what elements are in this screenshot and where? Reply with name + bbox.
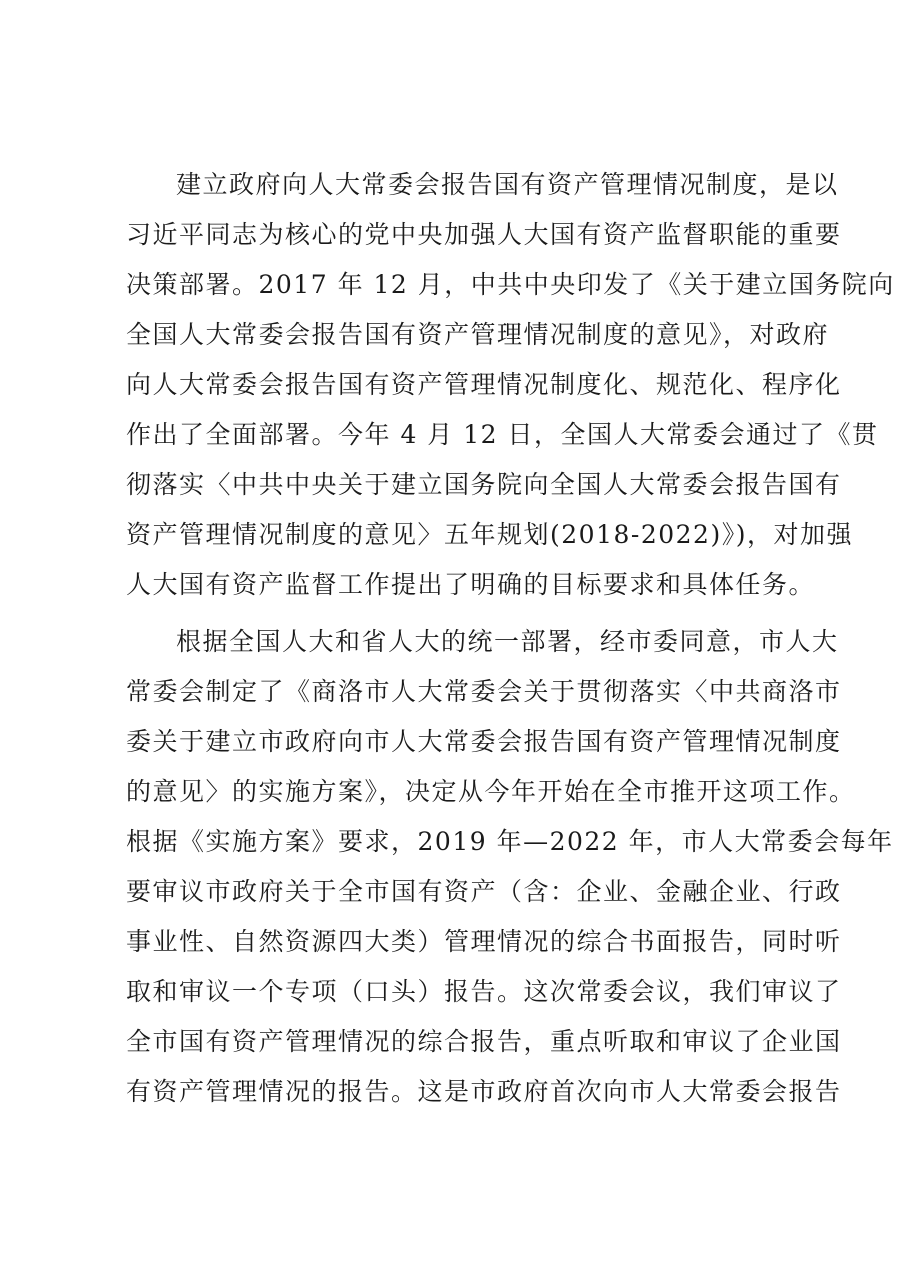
text-line: 委关于建立市政府向市人大常委会报告国有资产管理情况制度	[126, 727, 842, 756]
document-body	[126, 160, 895, 1117]
text-line: 向人大常委会报告国有资产管理情况制度化、规范化、程序化	[126, 370, 842, 399]
text-line: 全国人大常委会报告国有资产管理情况制度的意见》，对政府	[126, 320, 830, 349]
text-line: 作出了全面部署。今年 4 月 12 日，全国人大常委会通过了《贯	[126, 420, 879, 449]
text-line: 取和审议一个专项（口头）报告。这次常委会议，我们审议了	[126, 977, 842, 1006]
text-line: 常委会制定了《商洛市人大常委会关于贯彻落实〈中共商洛市	[126, 677, 842, 706]
text-line: 根据全国人大和省人大的统一部署，经市委同意，市人大	[176, 627, 839, 656]
text-line: 建立政府向人大常委会报告国有资产管理情况制度，是以	[176, 170, 839, 199]
text-line: 的意见〉的实施方案》，决定从今年开始在全市推开这项工作。	[126, 777, 856, 806]
paragraph-2	[126, 617, 894, 1117]
text-line: 有资产管理情况的报告。这是市政府首次向市人大常委会报告	[126, 1077, 842, 1106]
paragraph-spacer	[126, 610, 806, 617]
text-line: 习近平同志为核心的党中央加强人大国有资产监督职能的重要	[126, 220, 842, 249]
text-line: 全市国有资产管理情况的综合报告，重点听取和审议了企业国	[126, 1027, 842, 1056]
text-line: 根据《实施方案》要求，2019 年—2022 年，市人大常委会每年	[126, 827, 894, 856]
text-line: 要审议市政府关于全市国有资产（含：企业、金融企业、行政	[126, 877, 842, 906]
paragraph-1	[126, 160, 895, 610]
text-line: 资产管理情况制度的意见〉五年规划(2018-2022)》)，对加强	[126, 520, 853, 549]
text-line: 彻落实〈中共中央关于建立国务院向全国人大常委会报告国有	[126, 470, 842, 499]
text-line: 人大国有资产监督工作提出了明确的目标要求和具体任务。	[126, 570, 816, 599]
text-line: 决策部署。2017 年 12 月，中共中央印发了《关于建立国务院向	[126, 270, 895, 299]
text-line: 事业性、自然资源四大类）管理情况的综合书面报告，同时听	[126, 927, 842, 956]
